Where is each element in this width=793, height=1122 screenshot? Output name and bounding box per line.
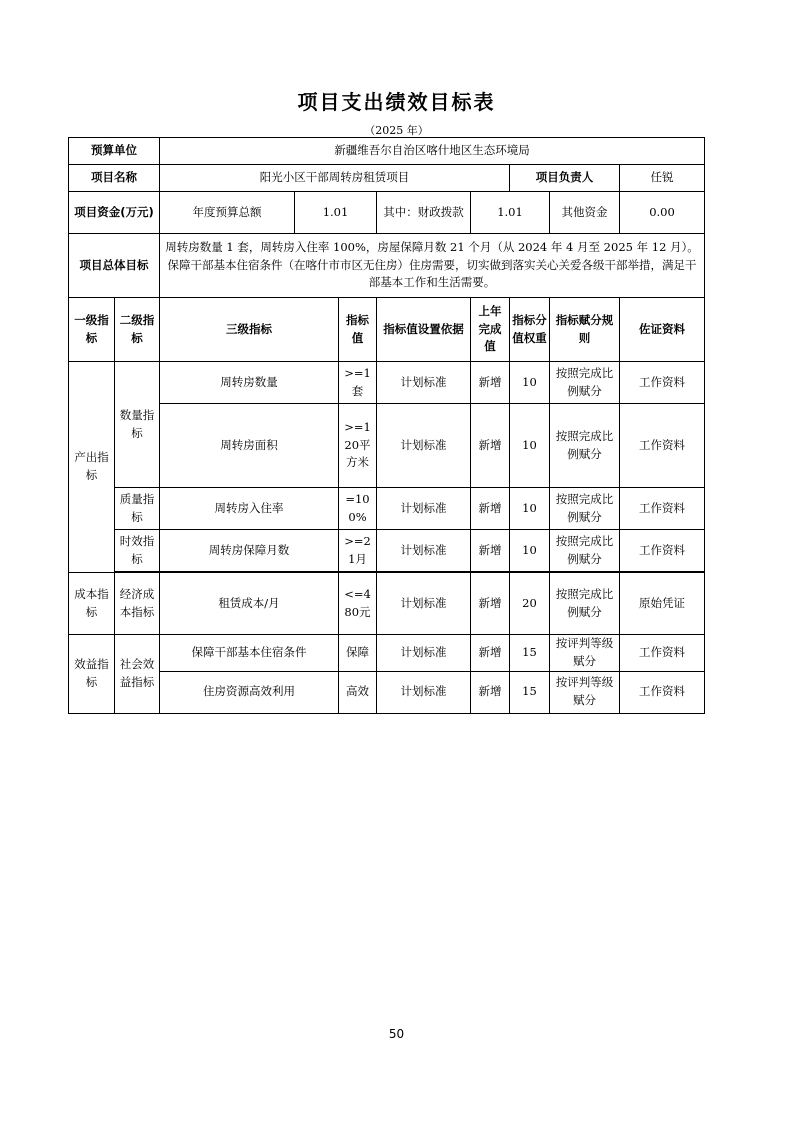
goal-label: 项目总体目标 (69, 234, 160, 298)
table-row (69, 635, 705, 672)
last-year-cell: 新增 (471, 635, 510, 672)
value-cell: 保障 (339, 635, 377, 672)
weight-cell: 20 (510, 573, 550, 635)
last-year-cell: 新增 (471, 530, 510, 572)
table-row (69, 573, 705, 635)
value-cell: >=1套 (339, 362, 377, 404)
header-basis: 指标值设置依据 (377, 298, 471, 362)
level1-cost: 成本指标 (69, 573, 115, 635)
level1-output: 产出指标 (69, 362, 115, 573)
rule-cell: 按照完成比例赋分 (550, 530, 620, 572)
basis-cell: 计划标准 (377, 671, 471, 713)
weight-cell: 10 (510, 530, 550, 572)
goal-text: 周转房数量 1 套，周转房入住率 100%，房屋保障月数 21 个月（从 2024 年 4 月至 2025 年 12 月）。保障干部基本住宿条件（在喀什市市区无住房）住房需要，切实做到落实关心关爱各级干部举措，满足干部基本工作和生活需要。 (160, 234, 705, 298)
header-level1: 一级指标 (69, 298, 115, 362)
evidence-cell: 工作资料 (620, 362, 705, 404)
level2-quality: 质量指标 (115, 488, 160, 530)
level3-cell: 周转房数量 (160, 362, 339, 404)
page-number: 50 (388, 1027, 405, 1041)
weight-cell: 15 (510, 671, 550, 713)
header-level2: 二级指标 (115, 298, 160, 362)
evidence-cell: 工作资料 (620, 635, 705, 672)
header-evidence: 佐证资料 (620, 298, 705, 362)
level2-economic-cost: 经济成本指标 (115, 573, 160, 635)
header-level3: 三级指标 (160, 298, 339, 362)
basis-cell: 计划标准 (377, 488, 471, 530)
level3-cell: 住房资源高效利用 (160, 671, 339, 713)
value-cell: >=120平方米 (339, 404, 377, 488)
value-cell: >=21月 (339, 530, 377, 572)
annual-budget-label: 年度预算总额 (160, 192, 295, 234)
basis-cell: 计划标准 (377, 635, 471, 672)
rule-cell: 按评判等级赋分 (550, 635, 620, 672)
last-year-cell: 新增 (471, 488, 510, 530)
value-cell: =100% (339, 488, 377, 530)
basis-cell: 计划标准 (377, 362, 471, 404)
rule-cell: 按评判等级赋分 (550, 671, 620, 713)
level3-cell: 周转房面积 (160, 404, 339, 488)
level3-cell: 周转房保障月数 (160, 530, 339, 572)
table-row (69, 488, 705, 530)
other-label: 其他资金 (550, 192, 620, 234)
year-label: （2025 年） (364, 124, 429, 137)
table-row (69, 530, 705, 572)
rule-cell: 按照完成比例赋分 (550, 362, 620, 404)
project-name-value: 阳光小区干部周转房租赁项目 (160, 165, 510, 192)
budget-unit-value: 新疆维吾尔自治区喀什地区生态环境局 (160, 138, 705, 165)
last-year-cell: 新增 (471, 362, 510, 404)
evidence-cell: 工作资料 (620, 530, 705, 572)
level1-benefit: 效益指标 (69, 635, 115, 714)
level2-social-benefit: 社会效益指标 (115, 635, 160, 714)
budget-unit-label: 预算单位 (69, 138, 160, 165)
fiscal-value: 1.01 (471, 192, 550, 234)
evidence-cell: 原始凭证 (620, 573, 705, 635)
project-leader-value: 任锐 (620, 165, 705, 192)
last-year-cell: 新增 (471, 671, 510, 713)
basis-cell: 计划标准 (377, 404, 471, 488)
table-row (69, 362, 705, 404)
level2-timeliness: 时效指标 (115, 530, 160, 572)
header-value: 指标值 (339, 298, 377, 362)
other-value: 0.00 (620, 192, 705, 234)
level3-cell: 保障干部基本住宿条件 (160, 635, 339, 672)
level3-cell: 周转房入住率 (160, 488, 339, 530)
rule-cell: 按照完成比例赋分 (550, 488, 620, 530)
header-weight: 指标分值权重 (510, 298, 550, 362)
page-title: 项目支出绩效目标表 (297, 90, 496, 114)
table-row (69, 671, 705, 713)
evidence-cell: 工作资料 (620, 671, 705, 713)
level2-quantity: 数量指标 (115, 362, 160, 488)
evidence-cell: 工作资料 (620, 404, 705, 488)
basis-cell: 计划标准 (377, 573, 471, 635)
level3-cell: 租赁成本/月 (160, 573, 339, 635)
project-leader-label: 项目负责人 (510, 165, 620, 192)
evidence-cell: 工作资料 (620, 488, 705, 530)
annual-budget-value: 1.01 (295, 192, 377, 234)
weight-cell: 10 (510, 362, 550, 404)
last-year-cell: 新增 (471, 404, 510, 488)
weight-cell: 15 (510, 635, 550, 672)
project-name-label: 项目名称 (69, 165, 160, 192)
header-rule: 指标赋分规则 (550, 298, 620, 362)
weight-cell: 10 (510, 488, 550, 530)
last-year-cell: 新增 (471, 573, 510, 635)
weight-cell: 10 (510, 404, 550, 488)
fiscal-label: 其中：财政拨款 (377, 192, 471, 234)
rule-cell: 按照完成比例赋分 (550, 404, 620, 488)
header-last-year: 上年完成值 (471, 298, 510, 362)
performance-table (68, 137, 705, 714)
rule-cell: 按照完成比例赋分 (550, 573, 620, 635)
funds-label: 项目资金(万元) (69, 192, 160, 234)
basis-cell: 计划标准 (377, 530, 471, 572)
table-row (69, 404, 705, 488)
value-cell: 高效 (339, 671, 377, 713)
value-cell: <=480元 (339, 573, 377, 635)
